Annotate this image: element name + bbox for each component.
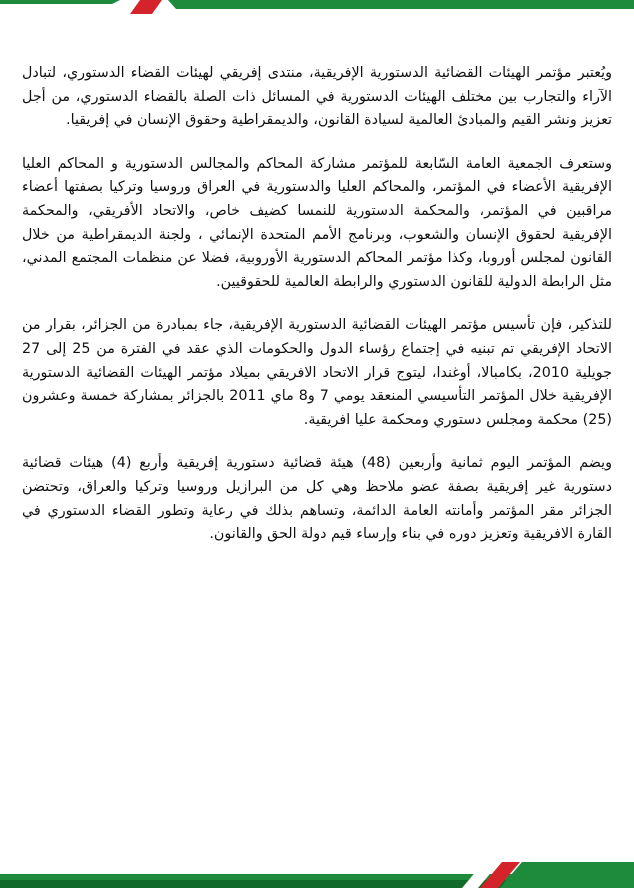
bottom-band-green-corner: [500, 862, 634, 888]
article-body: [22, 62, 612, 567]
paragraph-3: للتذكير، فإن تأسيس مؤتمر الهيئات القضائية الدستورية الإفريقية، جاء بمبادرة من الجزائر، بقرار من الاتحاد الإفريقي تم تبنيه في إجتماع رؤساء الدول والحكومات الذي عقد في الفترة من 25 إلى 27 جويلية 2010، بكامبالا، أوغندا، ليتوج قرار الاتحاد الافريقي بميلاد مؤتمر الهيئات القضائية الدستورية الإفريقية خلال المؤتمر التأسيسي المنعقد يومي 7 و8 ماي 2011 بالجزائر بمشاركة خمسة وعشرون (25) محكمة ومجلس دستوري ومحكمة عليا افريقية.: [22, 317, 613, 428]
top-band-green-stripe: [168, 0, 634, 9]
bottom-decorative-band: [0, 854, 634, 888]
top-decorative-band: [0, 0, 634, 14]
paragraph-4: ويضم المؤتمر اليوم ثمانية وأربعين (48) هيئة قضائية دستورية إفريقية وأربع (4) هيئات قضائية دستورية غير إفريقية بصفة عضو ملاحظ وهي كل من البرازيل وروسيا وتركيا والعراق، وتحتضن الجزائر مقر المؤتمر وأمانته العامة الدائمة، وتساهم بذلك في رعاية وتطور القضاء الدستوري في القارة الافريقية وتعزيز دوره في بناء وإرساء قيم دولة الحق والقانون.: [22, 455, 612, 543]
paragraph-2: وستعرف الجمعية العامة السّابعة للمؤتمر مشاركة المحاكم والمجالس الدستورية و المحاكم العليا الإفريقية الأعضاء في المؤتمر، والمحاكم العليا والدستورية في العراق وروسيا وتركيا بصفتها أعضاء مراقبين في المؤتمر، والمحكمة الدستورية للنمسا كضيف خاص، والاتحاد الأفريقي، والمحكمة الإفريقية لحقوق الإنسان والشعوب، وبرنامج الأمم المتحدة الإنمائي ، ولجنة الديمقراطية من خلال القانون لمجلس أوروبا، وكذا مؤتمر المحاكم الدستورية الأوروبية، فضلا عن منظمات المجتمع المدني، مثل الرابطة الدولية للقانون الدستوري والرابطة العالمية للحقوقيين.: [22, 155, 612, 290]
paragraph-1: ويُعتبر مؤتمر الهيئات القضائية الدستورية الإفريقية، منتدى إفريقي لهيئات القضاء الدستوري، لتبادل الآراء والتجارب بين مختلف الهيئات الدستورية في المسائل ذات الصلة بالقضاء الدستوري، من أجل تعزيز ونشر القيم والمبادئ العالمية لسيادة القانون، والديمقراطية وحقوق الإنسان في إفريقيا.: [22, 65, 612, 129]
top-band-green-accent: [0, 0, 120, 4]
